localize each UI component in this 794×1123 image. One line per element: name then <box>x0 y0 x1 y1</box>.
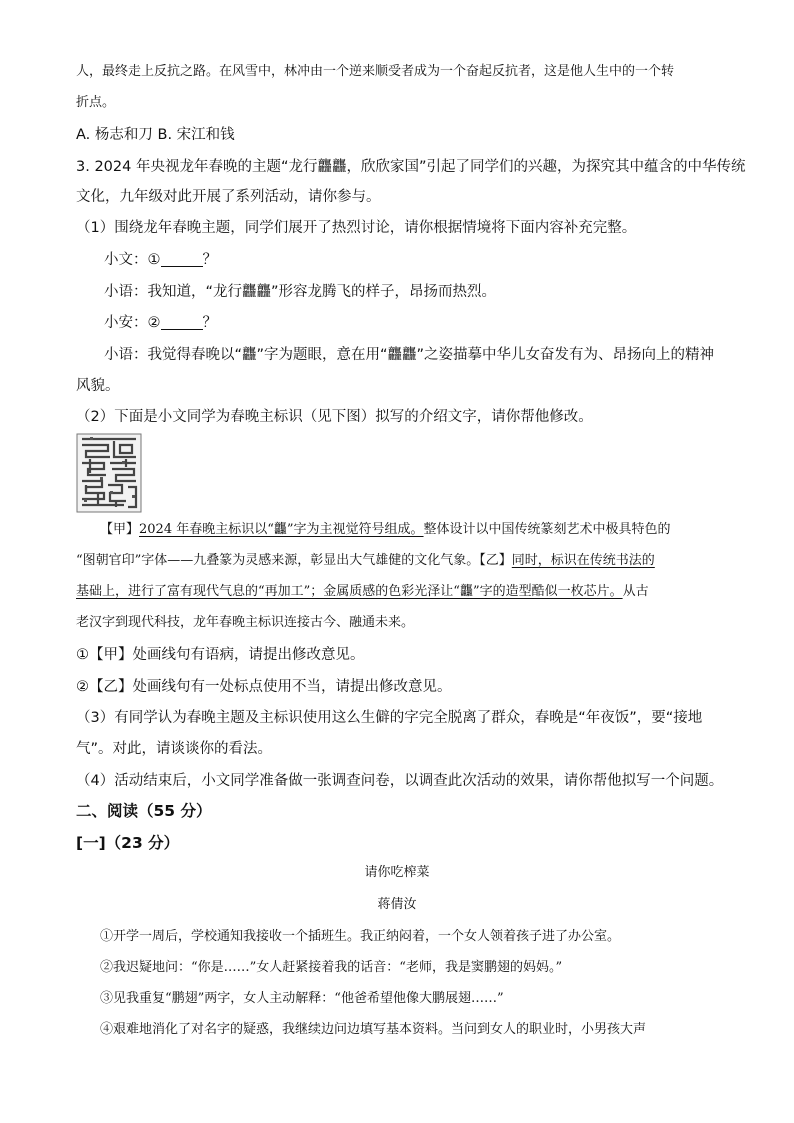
sub-question-2: （2）下面是小文同学为春晚主标识（见下图）拟写的介绍文字，请你帮他修改。 <box>76 409 593 425</box>
article-paragraph: ③见我重复“鹏翅”两字，女人主动解释：“他爸希望他像大鹏展翅……” <box>100 991 504 1006</box>
dialogue-line: 小语：我觉得春晚以“龘”字为题眼，意在用“龘龘”之姿描摹中华儿女奋发有为、昂扬向上的精神 <box>104 347 715 363</box>
sub-question-3: （3）有同学认为春晚主题及主标识使用这么生僻的字完全脱离了群众，春晚是“年夜饭”，要“接地 <box>76 710 703 726</box>
article-paragraph: ④艰难地消化了对名字的疑惑，我继续边问边填写基本资料。当问到女人的职业时，小男孩大声 <box>100 1022 647 1037</box>
spring-festival-gala-logo-image <box>76 433 142 513</box>
dialogue-line: 小文：① ？ <box>104 252 217 268</box>
sub-question-4: （4）活动结束后，小文同学准备做一张调查问卷，以调查此次活动的效果，请你帮他拟写一个问题。 <box>76 773 724 789</box>
text-line: 风貌。 <box>76 378 120 394</box>
text-line: 折点。 <box>76 95 116 110</box>
underlined-sentence-yi: 基础上，进行了富有现代气息的“再加工”；金属质感的色彩光泽让“龘”字的造型酷似一枚芯片。 <box>76 584 623 599</box>
sub-question-1: （1）围绕龙年春晚主题，同学们展开了热烈讨论，请你根据情境将下面内容补充完整。 <box>76 220 637 236</box>
passage-line: 老汉字到现代科技，龙年春晚主标识连接古今、融通未来。 <box>76 615 415 630</box>
passage-line: 【甲】2024 年春晚主标识以“龘”字为主视觉符号组成。整体设计以中国传统篆刻艺术中极具特色的 <box>100 522 671 537</box>
article-paragraph: ②我迟疑地问：“你是……”女人赶紧接着我的话音：“老师，我是窦鹏翅的妈妈。” <box>100 960 563 975</box>
text-line: 气”。对此，请谈谈你的看法。 <box>76 741 273 757</box>
text-line: 文化，九年级对此开展了系列活动，请你参与。 <box>76 189 381 205</box>
text-line: 人，最终走上反抗之路。在风雪中，林冲由一个逆来顺受者成为一个奋起反抗者，这是他人生中的一个转 <box>76 64 675 79</box>
dialogue-line: 小安：② ？ <box>104 315 217 331</box>
subsection-heading: [一]（23 分） <box>76 834 180 852</box>
passage-line: 基础上，进行了富有现代气息的“再加工”；金属质感的色彩光泽让“龘”字的造型酷似一枚芯片。从古 <box>76 584 649 599</box>
passage-line: “图朝官印”字体——九叠篆为灵感来源，彰显出大气雄健的文化气象。【乙】同时，标识在传统书法的 <box>76 553 655 568</box>
underlined-sentence-jia: 2024 年春晚主标识以“龘”字为主视觉符号组成。 <box>139 522 424 537</box>
article-author: 蒋倩汝 <box>377 897 417 912</box>
sub-item: ②【乙】处画线句有一处标点使用不当，请提出修改意见。 <box>76 679 452 695</box>
answer-blank <box>161 250 203 267</box>
answer-blank <box>161 313 203 330</box>
dialogue-line: 小语：我知道，“龙行龘龘”形容龙腾飞的样子，昂扬而热烈。 <box>104 284 497 300</box>
question-3-stem: 3. 2024 年央视龙年春晚的主题“龙行龘龘，欣欣家国”引起了同学们的兴趣，为探究其中蕴含的中华传统 <box>76 159 746 175</box>
sub-item: ①【甲】处画线句有语病，请提出修改意见。 <box>76 647 365 663</box>
underlined-sentence-yi: 同时，标识在传统书法的 <box>511 553 655 568</box>
article-title: 请你吃榨菜 <box>364 865 430 880</box>
article-paragraph: ①开学一周后，学校通知我接收一个插班生。我正纳闷着，一个女人领着孩子进了办公室。 <box>100 929 621 944</box>
option-line: A. 杨志和刀 B. 宋江和钱 <box>76 127 235 143</box>
section-heading: 二、阅读（55 分） <box>76 802 212 820</box>
